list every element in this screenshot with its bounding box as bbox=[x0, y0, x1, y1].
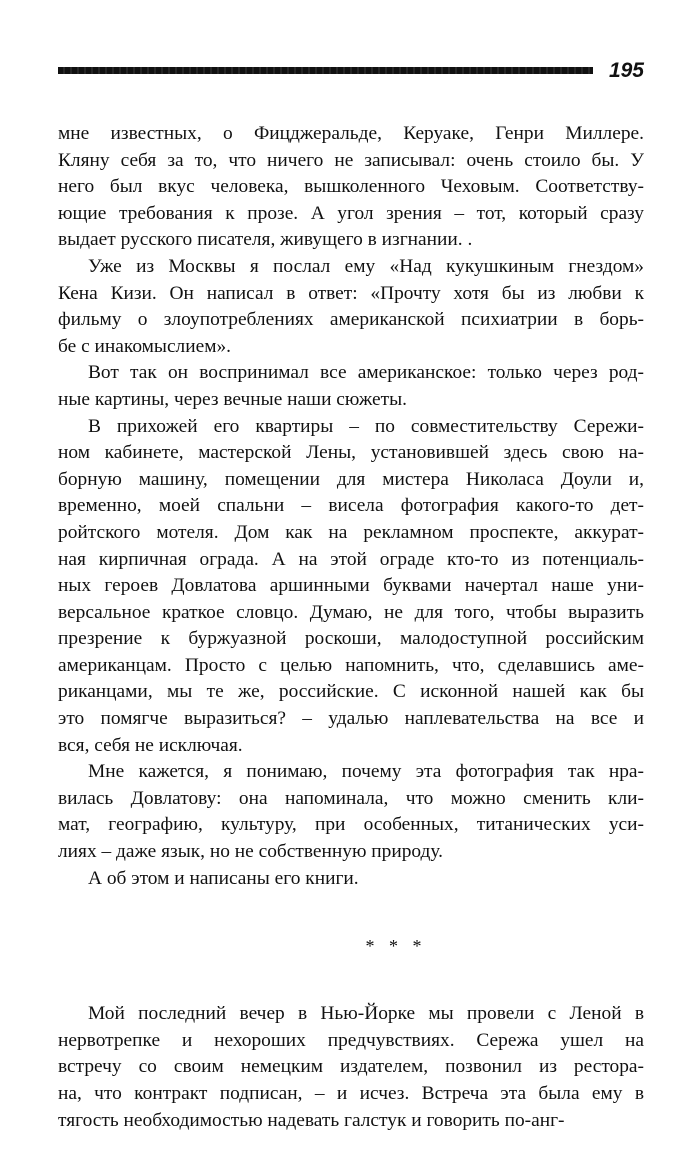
paragraph bbox=[58, 414, 644, 760]
text-line: борную машину, помещении для мистера Николаса Доули и, bbox=[58, 468, 644, 490]
text-line: ных героев Довлатова аршинными буквами начертал наше уни- bbox=[58, 575, 644, 597]
text-line: бе с инакомыслием». bbox=[58, 335, 232, 357]
text-line: нервотрепке и нехороших предчувствиях. Сережа ушел на bbox=[58, 1029, 644, 1051]
text-line: Вот так он воспринимал все американское: только через род- bbox=[88, 362, 644, 384]
text-line: ющие требования к прозе. А угол зрения – тот, который сразу bbox=[58, 202, 644, 224]
text-line: него был вкус человека, вышколенного Чеховым. Соответству- bbox=[58, 176, 644, 198]
paragraph bbox=[58, 254, 644, 360]
page-number: 195 bbox=[608, 59, 644, 82]
text-line: ройтского мотеля. Дом как на рекламном проспекте, аккурат- bbox=[58, 521, 644, 543]
text-line: Мой последний вечер в Нью-Йорке мы провели с Леной в bbox=[88, 1003, 644, 1025]
text-line: фильму о злоупотреблениях американской психиатрии в борь- bbox=[58, 309, 644, 331]
text-line: это помягче выразиться? – удалью наплевательства на все и bbox=[58, 708, 644, 730]
paragraph bbox=[58, 121, 644, 254]
text-line: презрение к буржуазной роскоши, малодоступной российским bbox=[58, 628, 644, 650]
text-line: ном кабинете, мастерской Лены, установившей здесь свою на- bbox=[58, 442, 644, 464]
text-line: А об этом и написаны его книги. bbox=[88, 867, 359, 889]
text-line: временно, моей спальни – висела фотография какого-то дет- bbox=[58, 495, 644, 517]
header-rule bbox=[58, 67, 593, 74]
section-separator: * * * bbox=[365, 936, 427, 957]
text-line: ные картины, через вечные наши сюжеты. bbox=[58, 388, 408, 410]
text-line: версальное краткое словцо. Думаю, не для того, чтобы выразить bbox=[58, 601, 644, 623]
text-line: американцам. Просто с целью напомнить, что, сделавшись аме- bbox=[58, 654, 644, 676]
text-line: Кена Кизи. Он написал в ответ: «Прочту хотя бы из любви к bbox=[58, 282, 644, 304]
text-line: вся, себя не исключая. bbox=[58, 734, 243, 756]
text-line: встречу со своим немецким издателем, позвонил из рестора- bbox=[58, 1056, 644, 1078]
page-header bbox=[58, 58, 644, 84]
paragraph bbox=[58, 360, 644, 413]
paragraph bbox=[58, 866, 644, 893]
text-line: риканцами, мы те же, российские. С исконной нашей как бы bbox=[58, 681, 644, 703]
text-line: вилась Довлатову: она напоминала, что можно сменить кли- bbox=[58, 787, 644, 809]
text-line: выдает русского писателя, живущего в изгнании. . bbox=[58, 229, 473, 251]
paragraph bbox=[58, 759, 644, 865]
paragraph bbox=[58, 1001, 644, 1134]
page-body bbox=[58, 121, 644, 1134]
text-line: Мне кажется, я понимаю, почему эта фотография так нра- bbox=[88, 761, 644, 783]
text-line: мне известных, о Фицджеральде, Керуаке, Генри Миллере. bbox=[58, 123, 644, 144]
text-line: на, что контракт подписан, – и исчез. Встреча эта была ему в bbox=[58, 1083, 644, 1104]
text-line: лиях – даже язык, но не собственную природу. bbox=[58, 841, 444, 863]
text-line: Кляну себя за то, что ничего не записывал: очень стоило бы. У bbox=[58, 149, 644, 171]
text-line: В прихожей его квартиры – по совместительству Сережи- bbox=[88, 415, 644, 437]
text-line: мат, географию, культуру, при особенных, титанических уси- bbox=[58, 814, 644, 836]
text-line: тягость необходимостью надевать галстук и говорить по-анг- bbox=[58, 1109, 565, 1131]
text-line: ная кирпичная ограда. А на этой ограде кто-то из потенциаль- bbox=[58, 548, 644, 570]
text-line: Уже из Москвы я послал ему «Над кукушкиным гнездом» bbox=[88, 255, 644, 277]
